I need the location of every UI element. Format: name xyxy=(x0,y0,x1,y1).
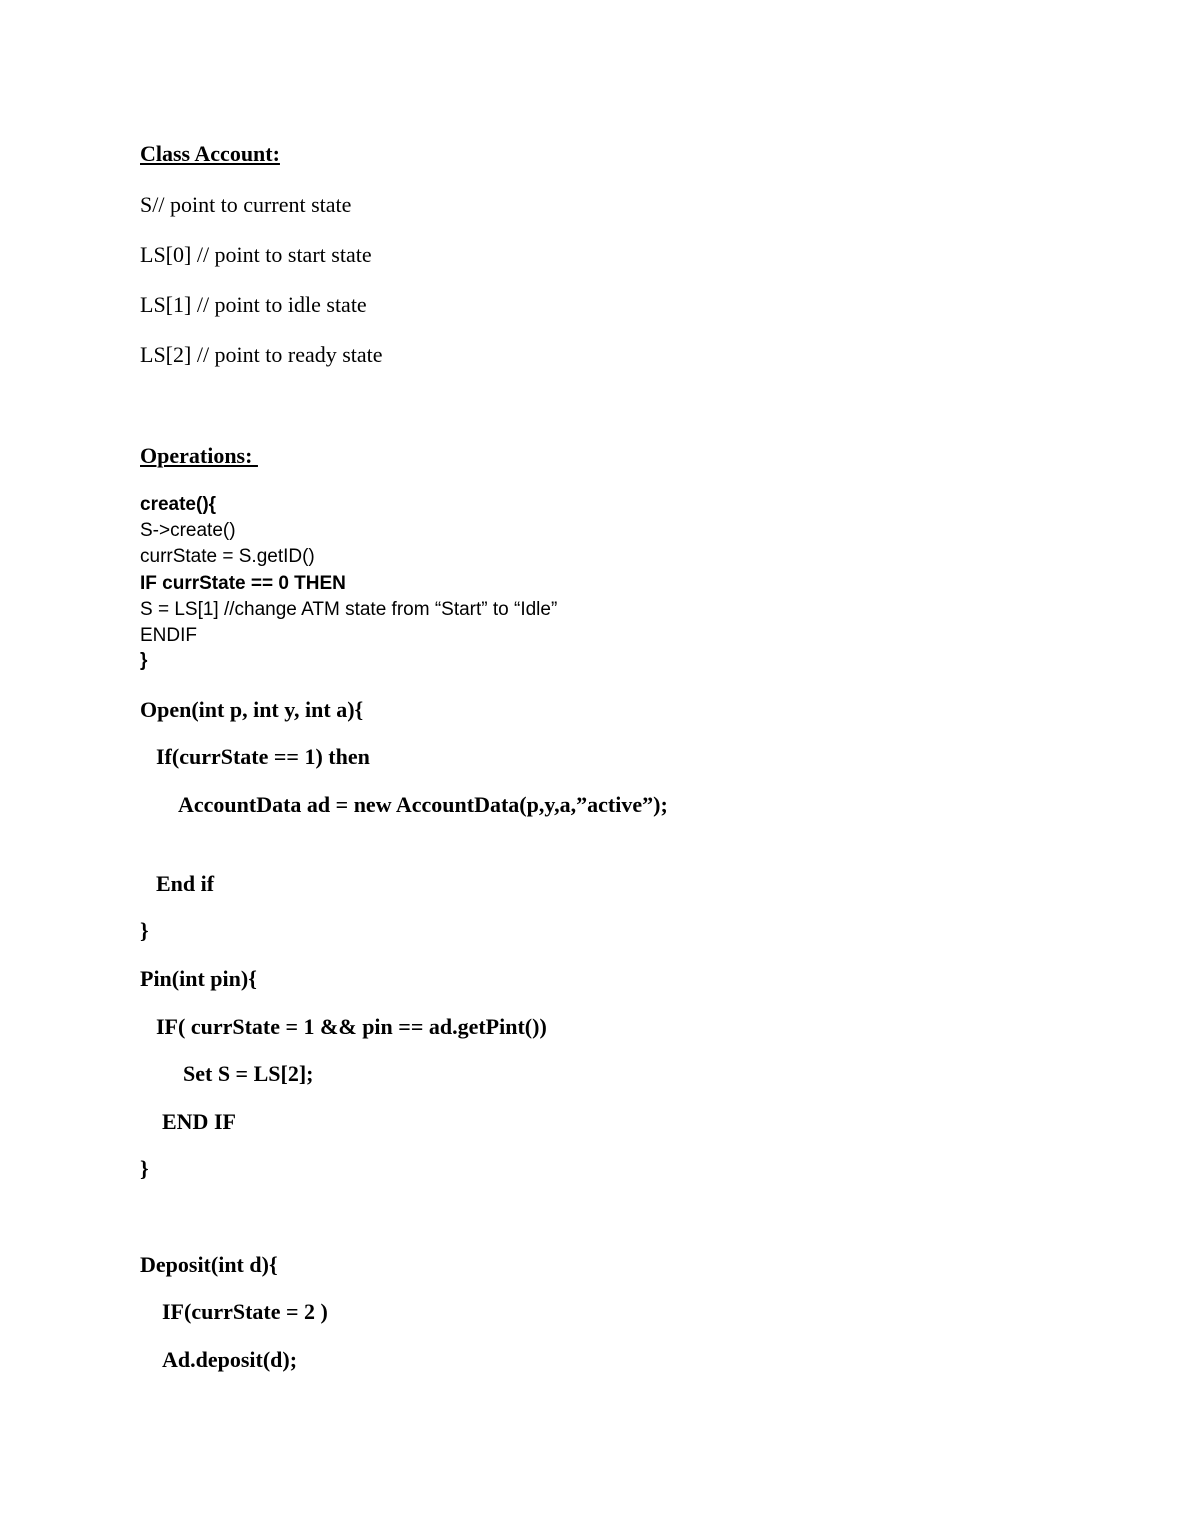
create-line: currState = S.getID() xyxy=(140,546,315,567)
open-line: If(currState == 1) then xyxy=(156,744,370,769)
deposit-line: Ad.deposit(d); xyxy=(162,1347,298,1372)
class-line-idle-state: LS[1] // point to idle state xyxy=(140,292,367,317)
create-closing-brace: } xyxy=(140,650,148,671)
open-line: AccountData ad = new AccountData(p,y,a,”active”); xyxy=(178,792,668,817)
pin-line: IF( currState = 1 && pin == ad.getPint()) xyxy=(156,1014,547,1039)
operations-heading: Operations: xyxy=(140,443,258,468)
class-line-current-state: S// point to current state xyxy=(140,192,352,217)
create-line: S = LS[1] //change ATM state from “Start” to “Idle” xyxy=(140,599,558,620)
open-closing-brace: } xyxy=(140,918,149,943)
create-line: ENDIF xyxy=(140,625,197,646)
pin-line: END IF xyxy=(162,1109,236,1134)
deposit-signature: Deposit(int d){ xyxy=(140,1252,278,1277)
create-line: IF currState == 0 THEN xyxy=(140,573,346,594)
open-signature: Open(int p, int y, int a){ xyxy=(140,697,364,722)
create-signature: create(){ xyxy=(140,494,217,515)
pin-closing-brace: } xyxy=(140,1156,149,1181)
class-line-start-state: LS[0] // point to start state xyxy=(140,242,372,267)
pin-signature: Pin(int pin){ xyxy=(140,966,257,991)
class-heading: Class Account: xyxy=(140,141,280,166)
pin-line: Set S = LS[2]; xyxy=(183,1061,314,1086)
create-line: S->create() xyxy=(140,520,236,541)
open-line: End if xyxy=(156,871,215,896)
class-line-ready-state: LS[2] // point to ready state xyxy=(140,342,383,367)
deposit-line: IF(currState = 2 ) xyxy=(162,1299,328,1324)
